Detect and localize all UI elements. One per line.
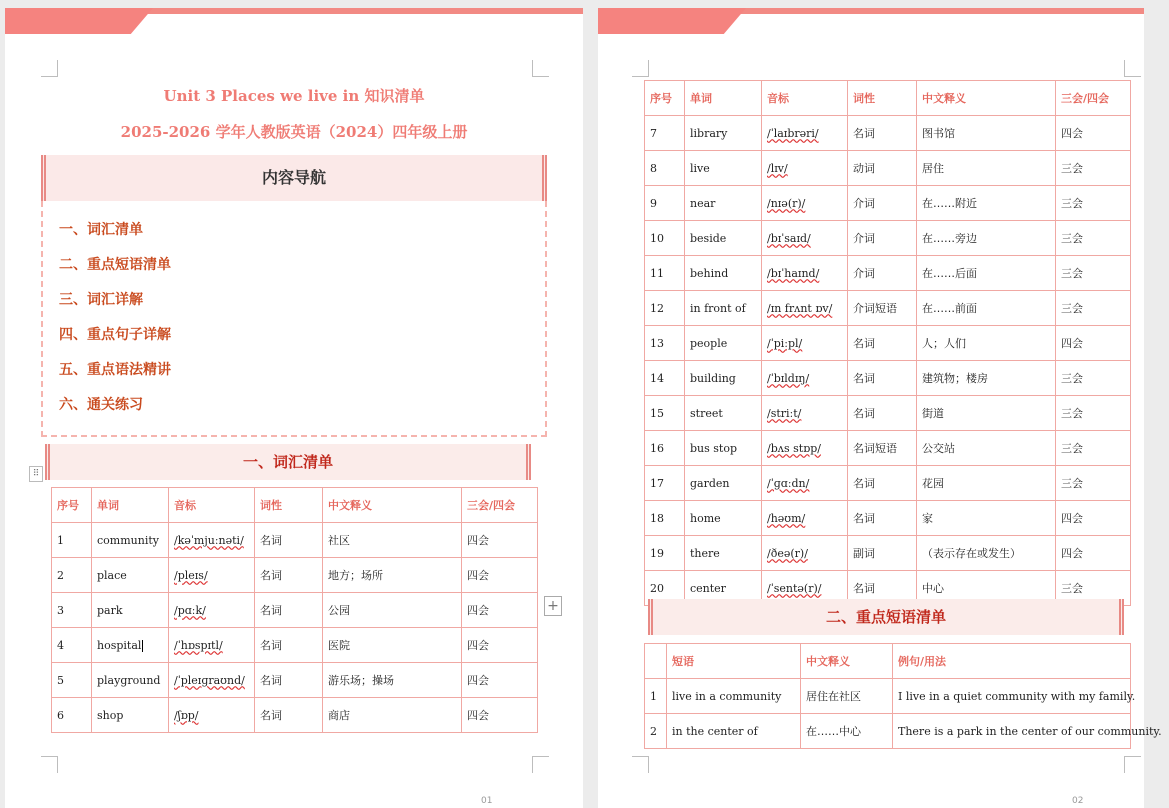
cell-pos[interactable]: 名词短语 (848, 431, 917, 466)
cell-number[interactable]: 13 (645, 326, 685, 361)
cell-word[interactable]: park (92, 593, 169, 628)
cell-level[interactable]: 三会 (1056, 571, 1131, 606)
nav-item-exercises[interactable]: 六、通关练习 (59, 397, 143, 413)
cell-number[interactable]: 6 (52, 698, 92, 733)
nav-header: 内容导航 (41, 155, 547, 201)
cell-level[interactable]: 四会 (1056, 501, 1131, 536)
cell-word[interactable]: people (685, 326, 762, 361)
cell-number[interactable]: 5 (52, 663, 92, 698)
table-row (645, 291, 1131, 326)
cell-meaning[interactable]: 在……旁边 (917, 221, 1056, 256)
cell-level[interactable]: 四会 (462, 628, 538, 663)
cell-level[interactable]: 四会 (462, 593, 538, 628)
cell-phrase[interactable]: live in a community (667, 679, 801, 714)
cell-pos[interactable]: 名词 (255, 698, 323, 733)
cell-phonetic[interactable]: /ˈɡɑːdn/ (762, 466, 848, 501)
cell-meaning[interactable]: 居住 (917, 151, 1056, 186)
section-heading-phrases: 二、重点短语清单 (648, 599, 1124, 635)
cell-phonetic[interactable]: /ˈpleɪɡraʊnd/ (169, 663, 255, 698)
table-header-row (645, 644, 1131, 679)
cell-word[interactable]: place (92, 558, 169, 593)
cell-word-text: hospital (97, 638, 142, 652)
cell-level[interactable]: 四会 (1056, 116, 1131, 151)
cell-phonetic[interactable]: /bɪˈhaɪnd/ (762, 256, 848, 291)
cell-pos[interactable]: 名词 (848, 501, 917, 536)
table-row (645, 361, 1131, 396)
table-row (52, 523, 538, 558)
cell-level[interactable]: 四会 (1056, 326, 1131, 361)
cell-word[interactable]: live (685, 151, 762, 186)
nav-item-phrases[interactable]: 二、重点短语清单 (59, 257, 171, 273)
cell-level[interactable]: 三会 (1056, 256, 1131, 291)
header-cell: 音标 (762, 81, 848, 116)
header-cell: 中文释义 (801, 644, 893, 679)
table-row (645, 501, 1131, 536)
cell-number[interactable]: 2 (52, 558, 92, 593)
document-page-2 (598, 8, 1162, 808)
cell-pos[interactable]: 介词 (848, 256, 917, 291)
cell-word[interactable]: home (685, 501, 762, 536)
cell-phrase[interactable]: in the center of (667, 714, 801, 749)
crop-mark (1124, 60, 1141, 77)
vocab-table-1 (51, 487, 538, 733)
cell-level[interactable]: 三会 (1056, 466, 1131, 501)
cell-meaning[interactable]: 商店 (323, 698, 462, 733)
table-row (52, 593, 538, 628)
table-row (645, 396, 1131, 431)
table-row (52, 628, 538, 663)
cell-word[interactable]: there (685, 536, 762, 571)
cell-pos[interactable]: 副词 (848, 536, 917, 571)
cell-level[interactable]: 三会 (1056, 186, 1131, 221)
crop-mark (41, 756, 58, 773)
page-number: 01 (481, 796, 493, 806)
cell-level[interactable]: 四会 (1056, 536, 1131, 571)
cell-pos[interactable]: 名词 (848, 361, 917, 396)
cell-number[interactable]: 19 (645, 536, 685, 571)
cell-meaning[interactable]: 街道 (917, 396, 1056, 431)
cell-number[interactable]: 14 (645, 361, 685, 396)
header-cell: 短语 (667, 644, 801, 679)
crop-mark (41, 60, 58, 77)
cell-meaning[interactable]: 在……后面 (917, 256, 1056, 291)
cell-meaning[interactable]: 人；人们 (917, 326, 1056, 361)
header-cell: 三会/四会 (462, 488, 538, 523)
cell-phonetic[interactable]: /ɪn frʌnt ɒv/ (762, 291, 848, 326)
table-row (645, 116, 1131, 151)
cell-phonetic[interactable]: /ʃɒp/ (169, 698, 255, 733)
cell-number[interactable]: 4 (52, 628, 92, 663)
cell-level[interactable]: 三会 (1056, 396, 1131, 431)
cell-meaning[interactable]: 地方；场所 (323, 558, 462, 593)
cell-phonetic[interactable]: /pleɪs/ (169, 558, 255, 593)
cell-meaning[interactable]: 游乐场；操场 (323, 663, 462, 698)
table-row (645, 221, 1131, 256)
header-cell: 序号 (52, 488, 92, 523)
cell-word[interactable]: street (685, 396, 762, 431)
cell-phonetic[interactable]: /lɪv/ (762, 151, 848, 186)
cell-meaning[interactable]: 图书馆 (917, 116, 1056, 151)
cell-pos[interactable]: 名词 (255, 558, 323, 593)
cell-word[interactable]: beside (685, 221, 762, 256)
cell-word[interactable]: near (685, 186, 762, 221)
cell-phonetic[interactable]: /kəˈmjuːnəti/ (169, 523, 255, 558)
cell-pos[interactable]: 名词 (255, 663, 323, 698)
cell-phonetic[interactable]: /ˈhɒspɪtl/ (169, 628, 255, 663)
plus-icon[interactable]: + (544, 596, 562, 616)
crop-mark (632, 756, 649, 773)
cell-meaning[interactable]: 公园 (323, 593, 462, 628)
header-cell: 例句/用法 (893, 644, 1131, 679)
crop-mark (532, 756, 549, 773)
cell-pos[interactable]: 介词 (848, 186, 917, 221)
table-row (645, 256, 1131, 291)
cell-level[interactable]: 四会 (462, 558, 538, 593)
cell-meaning[interactable]: 在……中心 (801, 714, 893, 749)
cell-number[interactable]: 11 (645, 256, 685, 291)
cell-phonetic[interactable]: /ˈsentə(r)/ (762, 571, 848, 606)
cell-pos[interactable]: 名词 (255, 593, 323, 628)
cell-phonetic[interactable]: /ðeə(r)/ (762, 536, 848, 571)
cell-meaning[interactable]: 家 (917, 501, 1056, 536)
header-cell: 单词 (685, 81, 762, 116)
header-cell: 中文释义 (323, 488, 462, 523)
cell-phonetic[interactable]: /ˈbɪldɪŋ/ (762, 361, 848, 396)
text-cursor (142, 640, 143, 652)
cell-word[interactable]: playground (92, 663, 169, 698)
cell-phonetic[interactable]: /nɪə(r)/ (762, 186, 848, 221)
table-row (645, 431, 1131, 466)
cell-word[interactable]: community (92, 523, 169, 558)
cell-number[interactable]: 10 (645, 221, 685, 256)
cell-level[interactable]: 四会 (462, 698, 538, 733)
cell-pos[interactable]: 名词 (848, 571, 917, 606)
cell-meaning[interactable]: 在……附近 (917, 186, 1056, 221)
cell-meaning[interactable]: 花园 (917, 466, 1056, 501)
cell-level[interactable]: 四会 (462, 523, 538, 558)
table-row (645, 714, 1131, 749)
cell-word[interactable]: building (685, 361, 762, 396)
table-row (645, 326, 1131, 361)
cell-number[interactable]: 2 (645, 714, 667, 749)
cell-phonetic[interactable]: /bɪˈsaɪd/ (762, 221, 848, 256)
cell-word[interactable]: center (685, 571, 762, 606)
table-row (645, 679, 1131, 714)
header-cell (645, 644, 667, 679)
crop-mark (532, 60, 549, 77)
table-row (645, 466, 1131, 501)
cell-level[interactable]: 四会 (462, 663, 538, 698)
cell-number[interactable]: 18 (645, 501, 685, 536)
header-cell: 词性 (848, 81, 917, 116)
header-cell: 三会/四会 (1056, 81, 1131, 116)
cell-word[interactable]: bus stop (685, 431, 762, 466)
table-row (645, 536, 1131, 571)
cell-pos[interactable]: 动词 (848, 151, 917, 186)
cell-number[interactable]: 17 (645, 466, 685, 501)
cell-phonetic[interactable]: /həʊm/ (762, 501, 848, 536)
cell-number[interactable]: 8 (645, 151, 685, 186)
document-subtitle: 2025-2026 学年人教版英语（2024）四年级上册 (120, 123, 468, 141)
nav-box (41, 201, 547, 437)
cell-pos[interactable]: 介词 (848, 221, 917, 256)
move-handle-icon[interactable]: ⠿ (29, 466, 43, 482)
cell-level[interactable]: 三会 (1056, 151, 1131, 186)
cell-pos[interactable]: 名词 (848, 326, 917, 361)
cell-word[interactable] (92, 628, 169, 663)
cell-example[interactable]: I live in a quiet community with my family. (893, 679, 1131, 714)
header-cell: 词性 (255, 488, 323, 523)
section-heading-vocabulary: 一、词汇清单 (45, 444, 531, 480)
cell-pos[interactable]: 名词 (255, 523, 323, 558)
cell-pos[interactable]: 名词 (255, 628, 323, 663)
table-row (645, 186, 1131, 221)
page-header-band (5, 8, 583, 34)
cell-pos[interactable]: 名词 (848, 466, 917, 501)
cell-word[interactable]: in front of (685, 291, 762, 326)
cell-meaning[interactable]: 居住在社区 (801, 679, 893, 714)
page-header-band (598, 8, 1144, 34)
header-cell: 单词 (92, 488, 169, 523)
crop-mark (632, 60, 649, 77)
cell-level[interactable]: 三会 (1056, 221, 1131, 256)
table-row (52, 698, 538, 733)
document-page-1 (5, 8, 583, 808)
cell-phonetic[interactable]: /bʌs stɒp/ (762, 431, 848, 466)
cell-level[interactable]: 三会 (1056, 361, 1131, 396)
cell-phonetic[interactable]: /ˈlaɪbrəri/ (762, 116, 848, 151)
table-row (52, 558, 538, 593)
cell-meaning[interactable]: 公交站 (917, 431, 1056, 466)
table-header-row (52, 488, 538, 523)
cell-meaning[interactable]: （表示存在或发生） (917, 536, 1056, 571)
cell-meaning[interactable]: 医院 (323, 628, 462, 663)
cell-number[interactable]: 7 (645, 116, 685, 151)
cell-meaning[interactable]: 建筑物；楼房 (917, 361, 1056, 396)
nav-item-vocabulary[interactable]: 一、词汇清单 (59, 222, 143, 238)
cell-meaning[interactable]: 在……前面 (917, 291, 1056, 326)
cell-example[interactable]: There is a park in the center of our community. (893, 714, 1131, 749)
cell-pos[interactable]: 名词 (848, 116, 917, 151)
table-header-row (645, 81, 1131, 116)
cell-word[interactable]: behind (685, 256, 762, 291)
cell-phonetic[interactable]: /ˈpiːpl/ (762, 326, 848, 361)
cell-level[interactable]: 三会 (1056, 431, 1131, 466)
document-title: Unit 3 Places we live in 知识清单 (163, 87, 425, 105)
cell-number[interactable]: 1 (52, 523, 92, 558)
cell-phonetic[interactable]: /pɑːk/ (169, 593, 255, 628)
table-row (645, 151, 1131, 186)
cell-word[interactable]: library (685, 116, 762, 151)
cell-meaning[interactable]: 社区 (323, 523, 462, 558)
cell-number[interactable]: 3 (52, 593, 92, 628)
crop-mark (1124, 756, 1141, 773)
cell-number[interactable]: 20 (645, 571, 685, 606)
nav-item-sentences[interactable]: 四、重点句子详解 (59, 327, 171, 343)
cell-pos[interactable]: 名词 (848, 396, 917, 431)
cell-word[interactable]: garden (685, 466, 762, 501)
header-cell: 中文释义 (917, 81, 1056, 116)
cell-number[interactable]: 15 (645, 396, 685, 431)
cell-pos[interactable]: 介词短语 (848, 291, 917, 326)
cell-number[interactable]: 16 (645, 431, 685, 466)
cell-level[interactable]: 三会 (1056, 291, 1131, 326)
header-cell: 音标 (169, 488, 255, 523)
table-row (52, 663, 538, 698)
cell-phonetic[interactable]: /striːt/ (762, 396, 848, 431)
nav-item-word-details[interactable]: 三、词汇详解 (59, 292, 143, 308)
cell-word[interactable]: shop (92, 698, 169, 733)
nav-item-grammar[interactable]: 五、重点语法精讲 (59, 362, 171, 378)
vocab-table-2 (644, 80, 1131, 606)
cell-number[interactable]: 1 (645, 679, 667, 714)
cell-number[interactable]: 9 (645, 186, 685, 221)
phrase-table (644, 643, 1162, 749)
cell-number[interactable]: 12 (645, 291, 685, 326)
page-number: 02 (1072, 796, 1084, 806)
header-cell: 序号 (645, 81, 685, 116)
cell-meaning[interactable]: 中心 (917, 571, 1056, 606)
